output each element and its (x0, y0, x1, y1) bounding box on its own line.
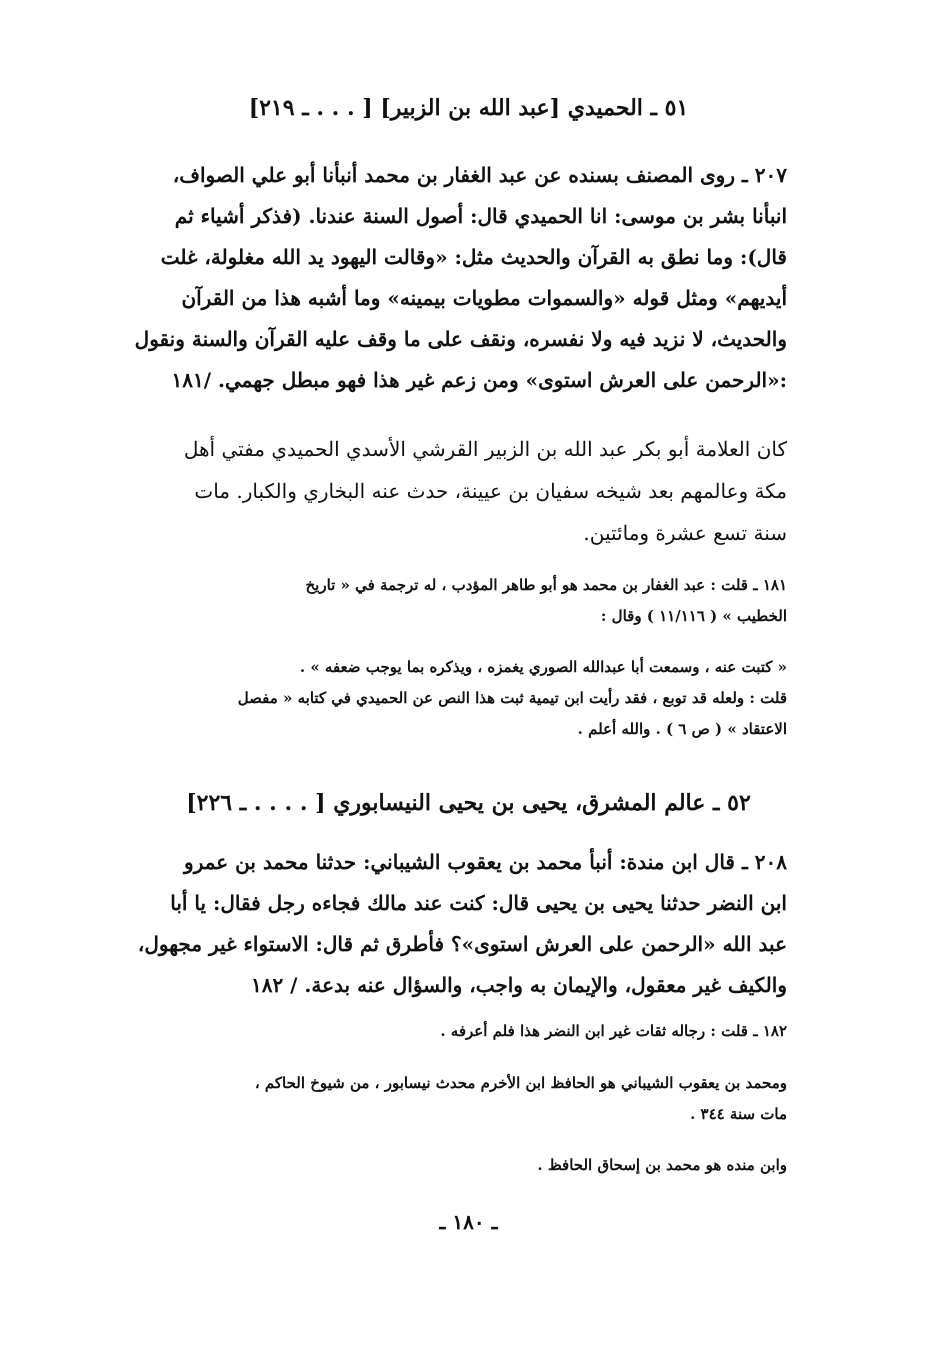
note-181-quote-line: « كتبت عنه ، وسمعت أبا عبدالله الصوري يغمزه ، ويذكره بما يوجب ضعفه » . (299, 658, 787, 676)
note-182-line: ١٨٢ ـ قلت : رجاله ثقات غير ابن النضر هذا فلم أعرفه . (440, 1022, 787, 1040)
biography-line: سنة تسع عشرة ومائتين. (583, 521, 787, 545)
narration-208-line: ٢٠٨ ـ قال ابن مندة: أنبأ محمد بن يعقوب الشيباني: حدثنا محمد بن عمرو (184, 850, 787, 874)
narration-207-line: أيديهم» ومثل قوله «والسموات مطويات بيمينه» وما أشبه هذا من القرآن (181, 286, 787, 310)
note-182-b (105, 1068, 787, 1130)
biography-line: مكة وعالمهم بعد شيخه سفيان بن عيينة، حدث عنه البخاري والكبار. مات (194, 479, 787, 503)
narration-208-line: ابن النضر حدثنا يحيى بن يحيى قال: كنت عند مالك فجاءه رجل فقال: يا أبا (170, 891, 787, 915)
note-182-b-line: ومحمد بن يعقوب الشيباني هو الحافظ ابن الأخرم محدث نيسابور ، من شيوخ الحاكم ، (254, 1074, 787, 1092)
narration-207 (105, 155, 787, 401)
note-181-line: ١٨١ ـ قلت : عبد الغفار بن محمد هو أبو طاهر المؤدب ، له ترجمة في « تاريخ (305, 576, 787, 594)
note-182-b-line: مات سنة ٣٤٤ . (690, 1105, 787, 1123)
section-51-heading: ٥١ ـ الحميدي [عبد الله بن الزبير] [ . . . ـ ٢١٩] (248, 95, 689, 121)
narration-207-line: ٢٠٧ ـ روى المصنف بسنده عن عبد الغفار بن محمد أنبأنا أبو علي الصواف، (172, 163, 787, 187)
narration-207-line: :«الرحمن على العرش استوى» ومن زعم غير هذا فهو مبطل جهمي. /١٨١ (171, 368, 787, 392)
note-181-quote (105, 652, 787, 745)
note-182-c (105, 1150, 787, 1181)
page-number: ـ ١٨٠ ـ (439, 1210, 498, 1234)
narration-208 (105, 842, 787, 1006)
narration-207-line: والحديث، لا نزيد فيه ولا نفسره، ونقف على ما وقف عليه القرآن والسنة ونقول (134, 327, 787, 351)
biography-line: كان العلامة أبو بكر عبد الله بن الزبير القرشي الأسدي الحميدي مفتي أهل (183, 437, 787, 461)
narration-207-line: انبأنا بشر بن موسى: انا الحميدي قال: أصول السنة عندنا. (فذكر أشياء ثم (174, 204, 787, 228)
note-181-quote-line: الاعتقاد » ( ص ٦ ) . والله أعلم . (577, 720, 787, 738)
narration-207-line: قال): وما نطق به القرآن والحديث مثل: «وقالت اليهود يد الله مغلولة، غلت (160, 245, 787, 269)
note-181-line: الخطيب » ( ١١/١١٦ ) وقال : (600, 607, 787, 625)
note-182-c-line: وابن منده هو محمد بن إسحاق الحافظ . (537, 1156, 787, 1174)
section-52-heading: ٥٢ ـ عالم المشرق، يحيى بن يحيى النيسابوري [ . . . . ـ ٢٢٦] (186, 790, 751, 816)
note-182 (105, 1016, 787, 1047)
biography-humaidi (105, 428, 787, 554)
narration-208-line: والكيف غير معقول، والإيمان به واجب، والسؤال عنه بدعة. / ١٨٢ (250, 973, 787, 997)
narration-208-line: عبد الله «الرحمن على العرش استوى»؟ فأطرق ثم قال: الاستواء غير مجهول، (137, 932, 787, 956)
note-181 (105, 570, 787, 632)
note-181-quote-line: قلت : ولعله قد توبع ، فقد رأيت ابن تيمية ثبت هذا النص عن الحميدي في كتابه « مفصل (237, 689, 787, 707)
